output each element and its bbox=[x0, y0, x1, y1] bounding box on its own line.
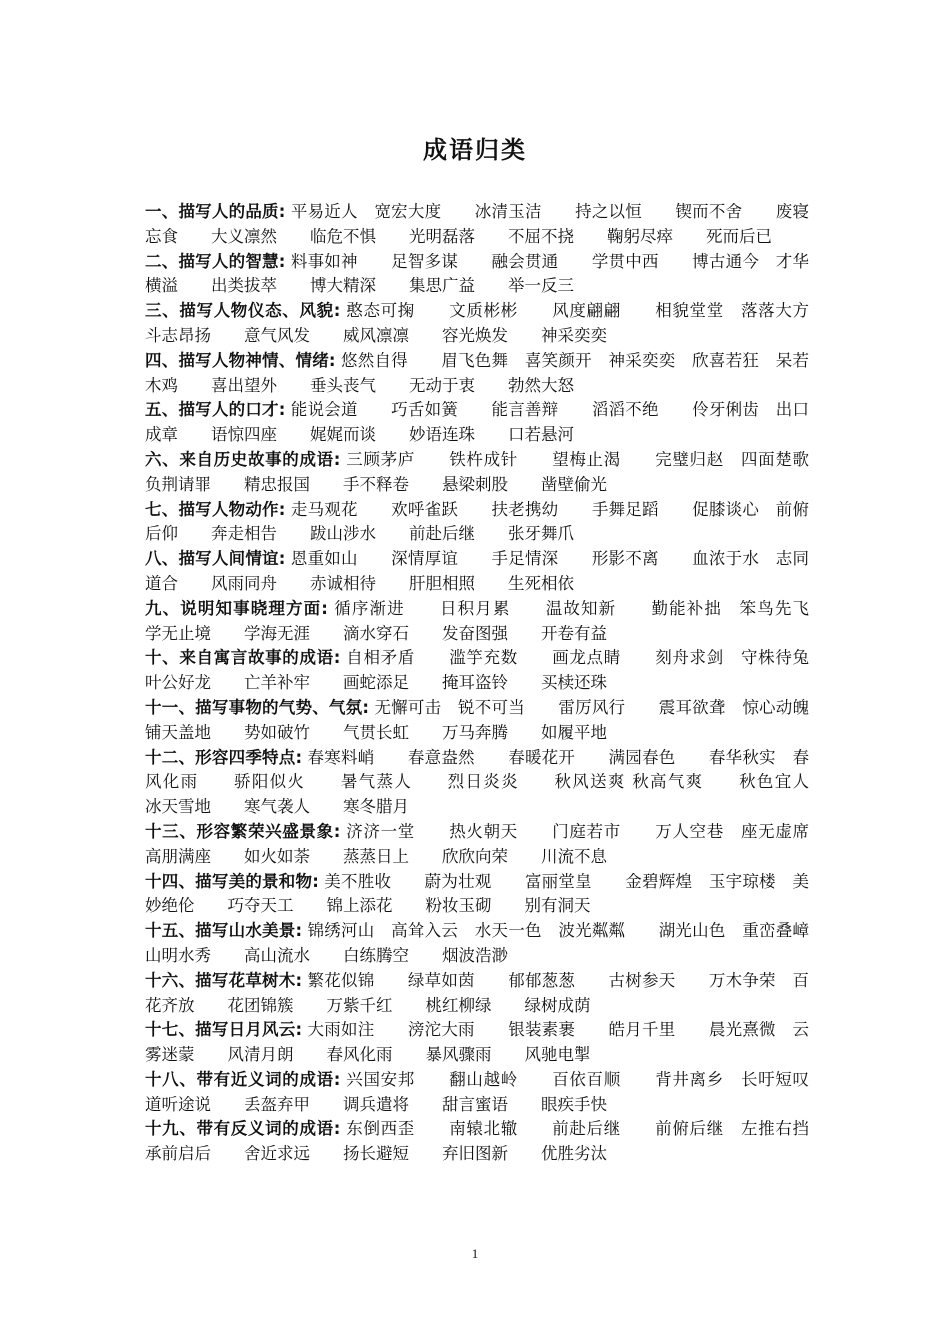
section-idioms: 料事如神 足智多谋 融会贯通 学贯中西 博古通今 才华横溢 出类拔萃 博大精深 集思广益 举一反三 bbox=[145, 251, 809, 296]
section-heading: 十九、带有反义词的成语: bbox=[145, 1119, 341, 1139]
section-11 bbox=[145, 696, 826, 746]
page-title: 成语归类 bbox=[423, 136, 527, 164]
section-idioms: 春寒料峭 春意盎然 春暖花开 满园春色 春华秋实 春风化雨 骄阳似火 暑气蒸人 烈日炎炎 秋风送爽 秋高气爽 秋色宜人 冰天雪地 寒气袭人 寒冬腊月 bbox=[145, 747, 842, 817]
section-3 bbox=[145, 299, 842, 349]
section-idioms: 走马观花 欢呼雀跃 扶老携幼 手舞足蹈 促膝谈心 前俯后仰 奔走相告 跋山涉水 前赴后继 张牙舞爪 bbox=[145, 499, 809, 544]
section-heading: 六、来自历史故事的成语: bbox=[145, 449, 341, 469]
section-19 bbox=[145, 1117, 826, 1167]
section-idioms: 美不胜收 蔚为壮观 富丽堂皇 金碧辉煌 玉宇琼楼 美妙绝伦 巧夺天工 锦上添花 粉妆玉砌 别有洞天 bbox=[145, 871, 809, 916]
section-5 bbox=[145, 398, 809, 448]
section-heading: 八、描写人间情谊: bbox=[145, 549, 286, 569]
section-heading: 十四、描写美的景和物: bbox=[145, 871, 319, 891]
section-idioms: 三顾茅庐 铁杵成针 望梅止渴 完璧归赵 四面楚歌 负荆请罪 精忠报国 手不释卷 悬梁刺股 凿壁偷光 bbox=[145, 449, 842, 494]
section-heading: 十三、形容繁荣兴盛景象: bbox=[145, 821, 341, 841]
section-9 bbox=[145, 597, 859, 647]
section-idioms: 循序渐进 日积月累 温故知新 勤能补拙 笨鸟先飞 学无止境 学海无涯 滴水穿石 发奋图强 开卷有益 bbox=[145, 598, 859, 643]
section-15 bbox=[145, 919, 842, 969]
section-idioms: 济济一堂 热火朝天 门庭若市 万人空巷 座无虚席 高朋满座 如火如荼 蒸蒸日上 欣欣向荣 川流不息 bbox=[145, 821, 826, 866]
section-idioms: 能说会道 巧舌如簧 能言善辩 滔滔不绝 伶牙俐齿 出口成章 语惊四座 娓娓而谈 妙语连珠 口若悬河 bbox=[145, 400, 809, 445]
section-6 bbox=[145, 448, 842, 498]
section-idioms: 繁花似锦 绿草如茵 郁郁葱葱 古树参天 万木争荣 百花齐放 花团锦簇 万紫千红 桃红柳绿 绿树成荫 bbox=[145, 970, 809, 1015]
section-idioms: 平易近人 宽宏大度 冰清玉洁 持之以恒 锲而不舍 废寝忘食 大义凛然 临危不惧 光明磊落 不屈不挠 鞠躬尽瘁 死而后已 bbox=[145, 202, 809, 246]
section-heading: 九、说明知事晓理方面: bbox=[145, 598, 328, 618]
section-10 bbox=[145, 646, 842, 696]
section-17 bbox=[145, 1018, 809, 1068]
section-heading: 五、描写人的口才: bbox=[145, 400, 286, 420]
section-idioms: 大雨如注 滂沱大雨 银装素裹 皓月千里 晨光熹微 云雾迷蒙 风清月朗 春风化雨 暴风骤雨 风驰电掣 bbox=[145, 1020, 809, 1065]
section-heading: 七、描写人物动作: bbox=[145, 499, 286, 519]
section-heading: 十五、描写山水美景: bbox=[145, 921, 303, 941]
section-12 bbox=[145, 746, 842, 820]
section-1 bbox=[145, 200, 809, 250]
section-4 bbox=[145, 349, 809, 399]
section-idioms: 自相矛盾 滥竽充数 画龙点睛 刻舟求剑 守株待兔 叶公好龙 亡羊补牢 画蛇添足 掩耳盗铃 买椟还珠 bbox=[145, 648, 842, 693]
section-heading: 二、描写人的智慧: bbox=[145, 251, 286, 271]
section-idioms: 东倒西歪 南辕北辙 前赴后继 前俯后继 左推右挡 承前启后 舍近求远 扬长避短 弃旧图新 优胜劣汰 bbox=[145, 1119, 826, 1164]
section-idioms: 兴国安邦 翻山越岭 百依百顺 背井离乡 长吁短叹 道听途说 丢盔弃甲 调兵遣将 甜言蜜语 眼疾手快 bbox=[145, 1069, 826, 1114]
section-8 bbox=[145, 547, 809, 597]
section-heading: 十八、带有近义词的成语: bbox=[145, 1069, 341, 1089]
section-14 bbox=[145, 870, 809, 920]
section-idioms: 无懈可击 锐不可当 雷厉风行 震耳欲聋 惊心动魄 铺天盖地 势如破竹 气贯长虹 万马奔腾 如履平地 bbox=[145, 697, 826, 742]
section-heading: 一、描写人的品质: bbox=[145, 202, 286, 221]
section-16 bbox=[145, 969, 809, 1019]
section-18 bbox=[145, 1068, 826, 1118]
section-heading: 三、描写人物仪态、风貌: bbox=[145, 301, 341, 321]
section-heading: 十二、形容四季特点: bbox=[145, 747, 303, 767]
section-7 bbox=[145, 498, 809, 548]
idiom-list bbox=[145, 200, 859, 1167]
page-number: 1 bbox=[471, 1246, 479, 1261]
section-idioms: 悠然自得 眉飞色舞 喜笑颜开 神采奕奕 欣喜若狂 呆若木鸡 喜出望外 垂头丧气 无动于衷 勃然大怒 bbox=[145, 350, 809, 395]
section-idioms: 恩重如山 深情厚谊 手足情深 形影不离 血浓于水 志同道合 风雨同舟 赤诚相待 肝胆相照 生死相依 bbox=[145, 549, 809, 593]
section-heading: 十六、描写花草树木: bbox=[145, 970, 303, 990]
section-2 bbox=[145, 250, 809, 300]
section-idioms: 锦绣河山 高耸入云 水天一色 波光粼粼 湖光山色 重峦叠嶂 山明水秀 高山流水 白练腾空 烟波浩渺 bbox=[145, 921, 842, 965]
section-idioms: 憨态可掬 文质彬彬 风度翩翩 相貌堂堂 落落大方 斗志昂扬 意气风发 威风凛凛 容光焕发 神采奕奕 bbox=[145, 301, 842, 345]
section-heading: 四、描写人物神情、情绪: bbox=[145, 350, 336, 370]
section-heading: 十七、描写日月风云: bbox=[145, 1020, 303, 1040]
section-13 bbox=[145, 820, 826, 870]
section-heading: 十一、描写事物的气势、气氛: bbox=[145, 697, 369, 717]
section-heading: 十、来自寓言故事的成语: bbox=[145, 648, 341, 668]
